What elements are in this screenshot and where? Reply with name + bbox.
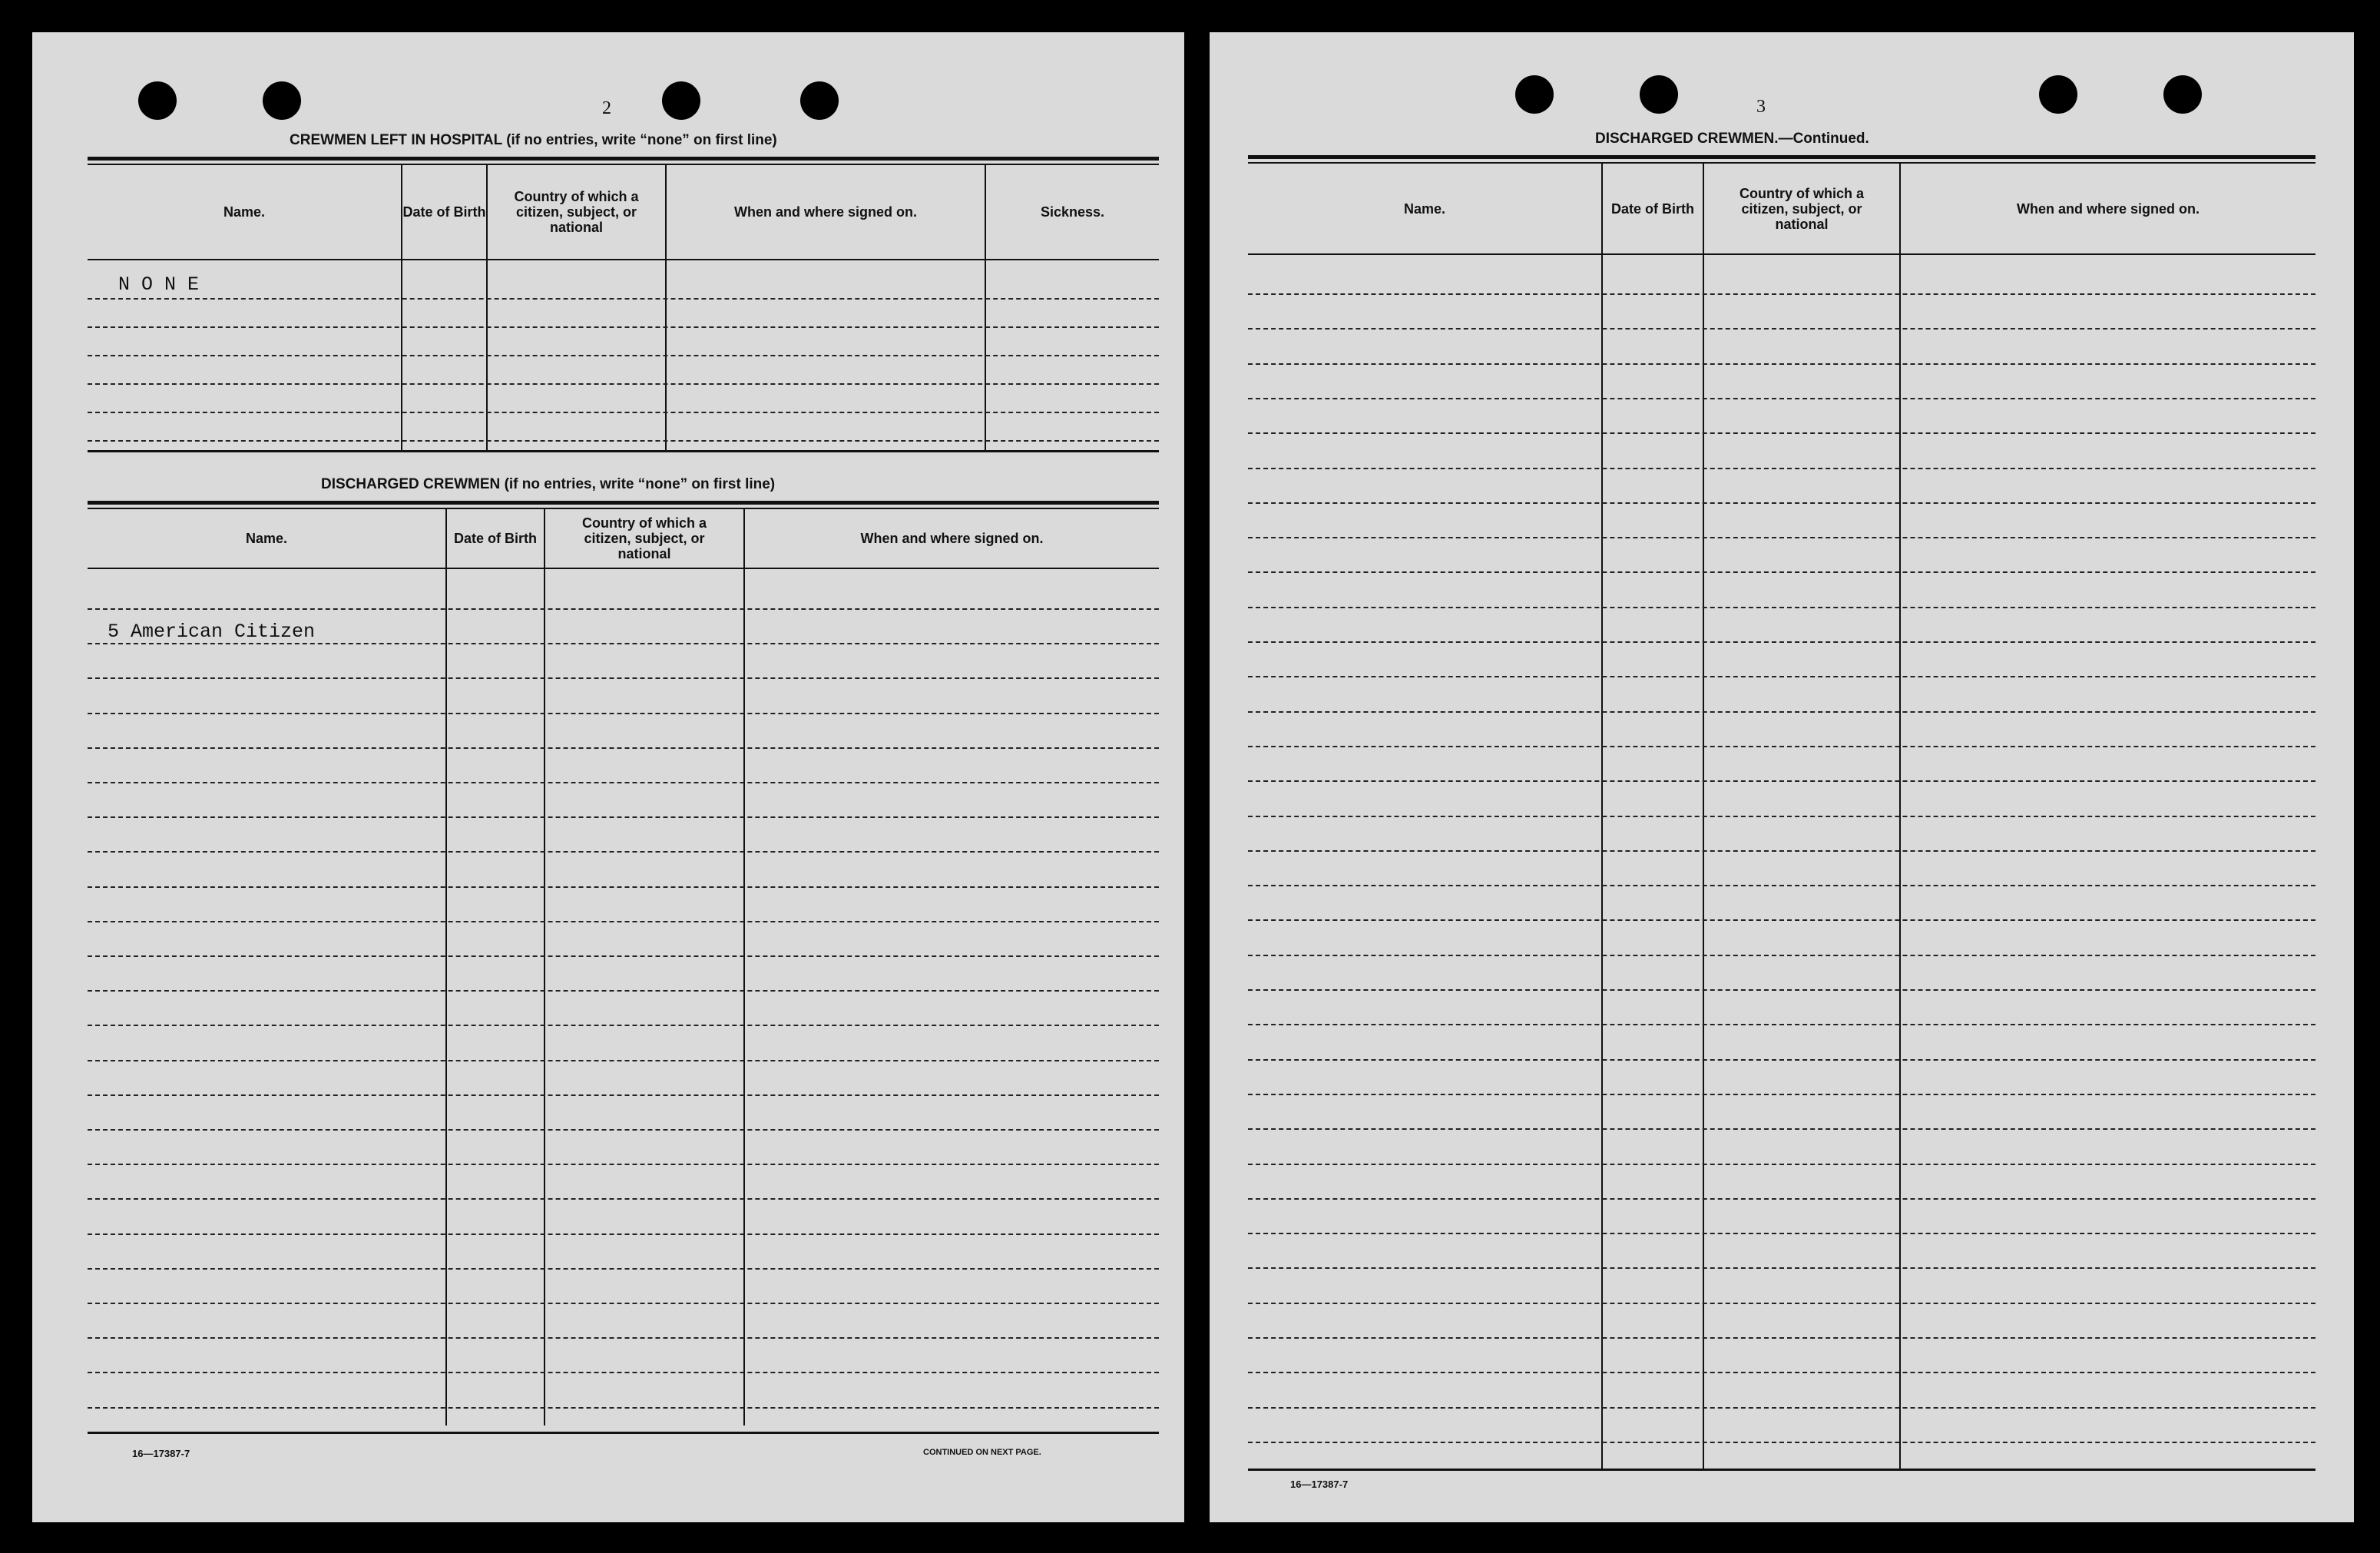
ruled-line bbox=[1248, 363, 2315, 365]
ruled-line bbox=[88, 1303, 1159, 1304]
punch-hole bbox=[2163, 75, 2202, 114]
ruled-line bbox=[88, 1372, 1159, 1373]
punch-hole bbox=[2039, 75, 2077, 114]
punch-hole bbox=[1640, 75, 1678, 114]
ruled-line bbox=[1248, 607, 2315, 608]
ruled-line bbox=[1248, 641, 2315, 643]
ruled-line bbox=[88, 921, 1159, 922]
ruled-line bbox=[88, 643, 1159, 644]
punch-hole bbox=[138, 81, 177, 120]
ruled-line bbox=[88, 1129, 1159, 1131]
column-header-sickness: Sickness. bbox=[1040, 204, 1105, 220]
ruled-line bbox=[1248, 989, 2315, 991]
page-number: 2 bbox=[602, 98, 611, 118]
ruled-line bbox=[88, 1407, 1159, 1409]
ruled-line bbox=[1248, 1059, 2315, 1061]
ruled-line bbox=[88, 747, 1159, 749]
punch-hole bbox=[800, 81, 839, 120]
ruled-line bbox=[88, 955, 1159, 957]
ruled-line bbox=[1248, 850, 2315, 852]
punch-hole bbox=[263, 81, 301, 120]
ruled-line bbox=[88, 816, 1159, 818]
ruled-line bbox=[88, 608, 1159, 610]
column-header-country: Country of which a citizen, subject, or national bbox=[582, 515, 707, 561]
ruled-line bbox=[1248, 328, 2315, 329]
discharged-entry: 5 American Citizen bbox=[108, 621, 316, 643]
continued-note: CONTINUED ON NEXT PAGE. bbox=[923, 1448, 1041, 1457]
ruled-line bbox=[1248, 1372, 2315, 1373]
discharged-table bbox=[88, 501, 1159, 1426]
ruled-line bbox=[88, 851, 1159, 853]
ruled-line bbox=[88, 1233, 1159, 1235]
ruled-line bbox=[88, 782, 1159, 783]
ruled-line bbox=[88, 1337, 1159, 1339]
hospital-entry: N O N E bbox=[118, 273, 200, 296]
ruled-line bbox=[1248, 1442, 2315, 1443]
page-number: 3 bbox=[1756, 97, 1766, 117]
discharged-continued-title: DISCHARGED CREWMEN.—Continued. bbox=[1595, 131, 1869, 147]
ruled-line bbox=[1248, 398, 2315, 399]
column-header-signed-on: When and where signed on. bbox=[860, 531, 1044, 546]
ruled-line bbox=[1248, 1407, 2315, 1409]
ruled-line bbox=[1248, 955, 2315, 956]
ruled-line bbox=[88, 990, 1159, 992]
column-header-country: Country of which a citizen, subject, or national bbox=[514, 189, 639, 235]
column-header-date-of-birth: Date of Birth bbox=[402, 204, 486, 220]
ruled-line bbox=[88, 1198, 1159, 1200]
ruled-line bbox=[1248, 1128, 2315, 1130]
ruled-line bbox=[1248, 1303, 2315, 1304]
ruled-line bbox=[88, 1164, 1159, 1165]
ruled-line bbox=[1248, 1267, 2315, 1269]
ruled-line bbox=[1248, 432, 2315, 434]
ruled-line bbox=[1248, 746, 2315, 747]
column-header-country: Country of which a citizen, subject, or national bbox=[1739, 185, 1864, 232]
ruled-line bbox=[88, 677, 1159, 679]
column-header-signed-on: When and where signed on. bbox=[2016, 200, 2200, 217]
column-header-date-of-birth: Date of Birth bbox=[1611, 200, 1694, 217]
ruled-line bbox=[1248, 571, 2315, 573]
ruled-line bbox=[1248, 537, 2315, 538]
column-header-name: Name. bbox=[223, 204, 266, 220]
ruled-line bbox=[88, 886, 1159, 888]
ruled-line bbox=[1248, 293, 2315, 295]
ruled-line bbox=[1248, 711, 2315, 713]
column-header-name: Name. bbox=[245, 531, 288, 546]
ruled-line bbox=[1248, 1337, 2315, 1339]
column-header-signed-on: When and where signed on. bbox=[733, 204, 918, 220]
form-number: 16—17387-7 bbox=[132, 1448, 190, 1459]
punch-hole bbox=[662, 81, 700, 120]
ruled-line bbox=[1248, 1198, 2315, 1200]
ruled-line bbox=[1248, 885, 2315, 886]
ruled-line bbox=[1248, 780, 2315, 782]
ruled-line bbox=[88, 1025, 1159, 1026]
ruled-line bbox=[1248, 1094, 2315, 1095]
ruled-line bbox=[1248, 676, 2315, 677]
discharged-section-title: DISCHARGED CREWMEN (if no entries, write “none” on first line) bbox=[321, 476, 776, 492]
discharged-continued-table bbox=[1248, 155, 2315, 1469]
column-header-name: Name. bbox=[1403, 200, 1446, 217]
ruled-line bbox=[1248, 919, 2315, 921]
hospital-table bbox=[88, 157, 1159, 452]
ruled-line bbox=[1248, 468, 2315, 469]
left-page bbox=[32, 32, 1184, 1522]
ruled-line bbox=[88, 1060, 1159, 1061]
punch-hole bbox=[1515, 75, 1554, 114]
ruled-line bbox=[1248, 502, 2315, 504]
ruled-line bbox=[1248, 1164, 2315, 1165]
ruled-line bbox=[88, 1268, 1159, 1270]
column-header-date-of-birth: Date of Birth bbox=[454, 531, 537, 546]
ruled-line bbox=[88, 1094, 1159, 1096]
hospital-section-title: CREWMEN LEFT IN HOSPITAL (if no entries, write “none” on first line) bbox=[290, 132, 777, 148]
ruled-line bbox=[1248, 816, 2315, 817]
ruled-line bbox=[1248, 1233, 2315, 1234]
form-number: 16—17387-7 bbox=[1290, 1478, 1349, 1490]
ruled-line bbox=[1248, 1024, 2315, 1025]
ruled-line bbox=[88, 713, 1159, 714]
right-page bbox=[1210, 32, 2354, 1522]
